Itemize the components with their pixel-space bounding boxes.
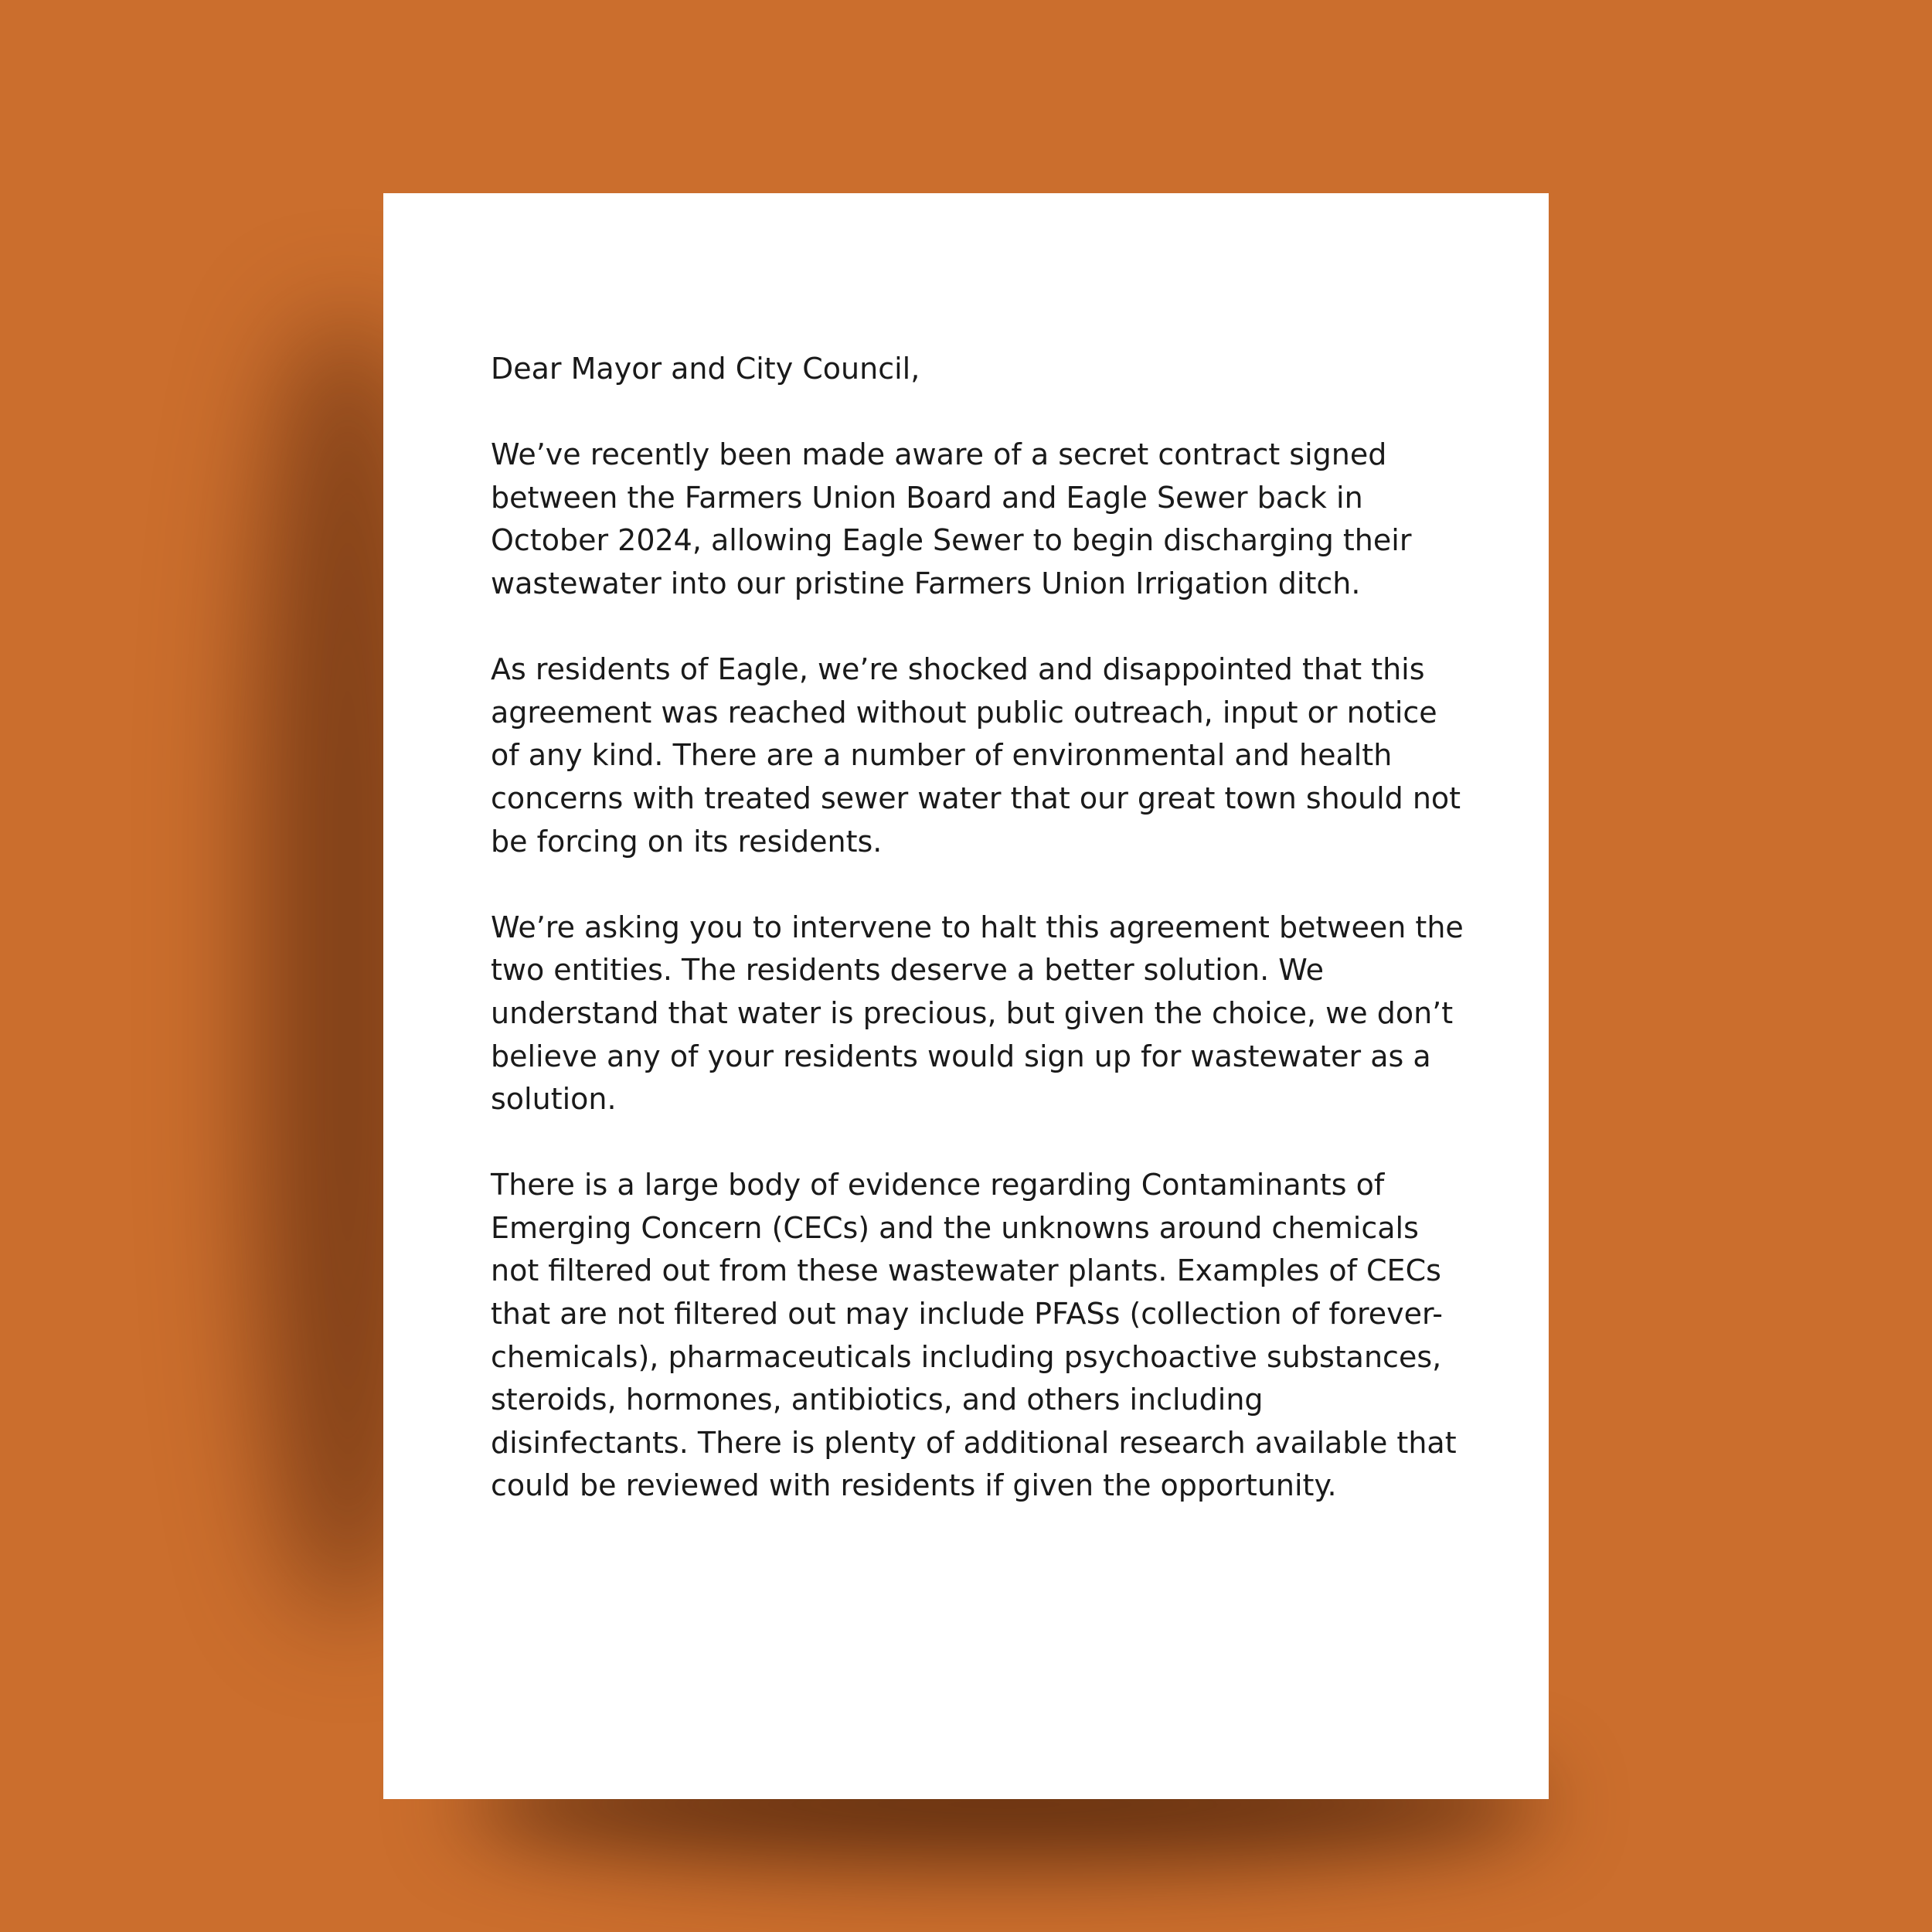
- letter-sheet: [383, 193, 1549, 1799]
- letter-paragraph: As residents of Eagle, we’re shocked and disappointed that this agreement was reached without public outreach, input or notice of any kind. There are a number of environmental and health concerns with treated sewer water that our great town should not be forcing on its residents.: [491, 652, 1461, 859]
- letter-body: [491, 348, 1464, 1508]
- letter-paragraph: We’re asking you to intervene to halt this agreement between the two entities. The residents deserve a better solution. We understand that water is precious, but given the choice, we don’t believe any of your residents would sign up for wastewater as a solution.: [491, 910, 1464, 1117]
- letter-paragraph: We’ve recently been made aware of a secret contract signed between the Farmers Union Board and Eagle Sewer back in October 2024, allowing Eagle Sewer to begin discharging their wastewater into our pristine Farmers Union Irrigation ditch.: [491, 437, 1412, 600]
- letter-salutation: Dear Mayor and City Council,: [491, 352, 920, 386]
- letter-paragraph: There is a large body of evidence regarding Contaminants of Emerging Concern (CECs) and the unknowns around chemicals not filtered out from these wastewater plants. Examples of CECs that are not filtered out may include PFASs (collection of forever-chemicals), pharmaceuticals including psychoactive substances, steroids, hormones, antibiotics, and others including disinfectants. There is plenty of additional research available that could be reviewed with residents if given the opportunity.: [491, 1168, 1457, 1503]
